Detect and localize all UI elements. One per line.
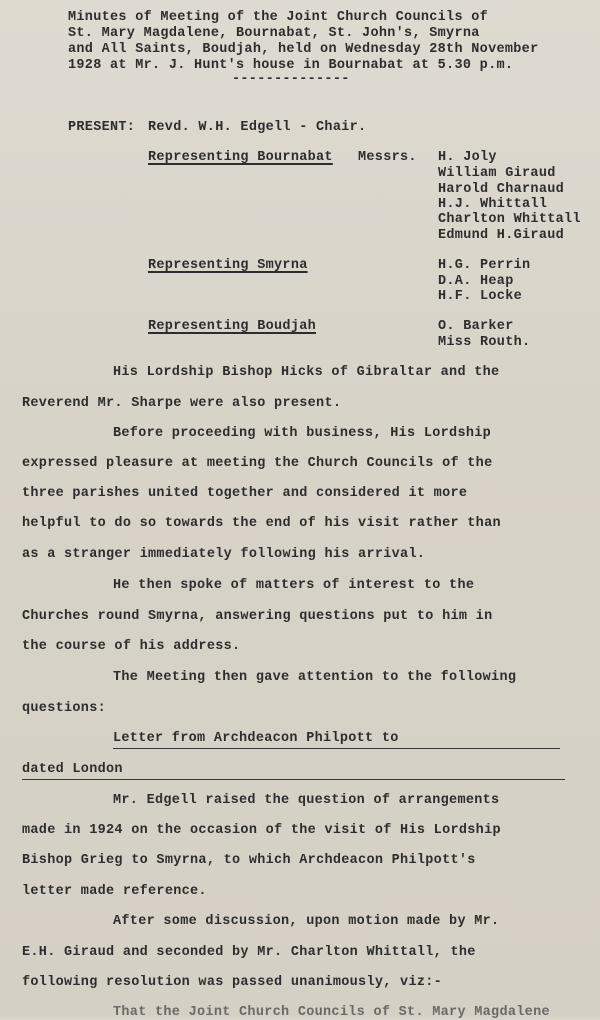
paragraph-line: The Meeting then gave attention to the following [113, 670, 517, 685]
name-item: H.G. Perrin [438, 258, 531, 273]
name-item: D.A. Heap [438, 274, 514, 289]
name-item: H.J. Whittall [438, 197, 548, 212]
paragraph-line: letter made reference. [22, 884, 207, 899]
paragraph-line: E.H. Giraud and seconded by Mr. Charlton Whittall, the [22, 945, 476, 960]
group-label-bournabat: Representing Bournabat [148, 150, 333, 165]
paragraph-line: After some discussion, upon motion made by Mr. [113, 914, 500, 929]
paragraph-line: three parishes united together and considered it more [22, 486, 468, 501]
paragraph-line: Mr. Edgell raised the question of arrangements [113, 793, 500, 808]
name-item: Miss Routh. [438, 335, 531, 350]
group-label-boudjah: Representing Boudjah [148, 319, 317, 334]
paragraph-line: helpful to do so towards the end of his visit rather than [22, 516, 501, 531]
name-item: H.F. Locke [438, 289, 523, 304]
group-label-smyrna: Representing Smyrna [148, 258, 308, 273]
paragraph-line: as a stranger immediately following his arrival. [22, 547, 426, 562]
paragraph-line: He then spoke of matters of interest to the [113, 578, 475, 593]
letter-heading-line-2: dated London [22, 762, 123, 777]
header-line-3: and All Saints, Boudjah, held on Wednesday 28th November [68, 42, 539, 57]
name-item: O. Barker [438, 319, 514, 334]
paragraph-line: expressed pleasure at meeting the Church Councils of the [22, 456, 493, 471]
name-item: William Giraud [438, 166, 556, 181]
paragraph-line: His Lordship Bishop Hicks of Gibraltar and the [113, 365, 500, 380]
paragraph-line: following resolution was passed unanimously, viz:- [22, 975, 443, 990]
present-chair: Revd. W.H. Edgell - Chair. [148, 120, 367, 135]
name-item: H. Joly [438, 150, 497, 165]
present-label: PRESENT: [68, 120, 136, 135]
paragraph-line: Bishop Grieg to Smyrna, to which Archdeacon Philpott's [22, 853, 476, 868]
group-prefix-bournabat: Messrs. [358, 150, 417, 165]
paragraph-line: the course of his address. [22, 639, 241, 654]
paragraph-line: Before proceeding with business, His Lordship [113, 426, 492, 441]
letter-heading-line-1: Letter from Archdeacon Philpott to [113, 731, 399, 746]
paragraph-line: Churches round Smyrna, answering questions put to him in [22, 609, 493, 624]
name-item: Edmund H.Giraud [438, 228, 565, 243]
paragraph-line: made in 1924 on the occasion of the visit of His Lordship [22, 823, 501, 838]
heading-underline-1 [113, 748, 560, 749]
heading-underline-2 [22, 779, 565, 780]
paragraph-line: Reverend Mr. Sharpe were also present. [22, 396, 342, 411]
name-item: Harold Charnaud [438, 182, 565, 197]
header-line-2: St. Mary Magdalene, Bournabat, St. John's, Smyrna [68, 26, 480, 41]
name-item: Charlton Whittall [438, 212, 581, 227]
header-line-4: 1928 at Mr. J. Hunt's house in Bournabat at 5.30 p.m. [68, 58, 514, 73]
paragraph-line-cut: That the Joint Church Councils of St. Mary Magdalene [113, 1005, 550, 1020]
paragraph-line: questions: [22, 701, 107, 716]
header-line-1: Minutes of Meeting of the Joint Church Councils of [68, 10, 489, 25]
header-separator: -------------- [232, 72, 350, 87]
